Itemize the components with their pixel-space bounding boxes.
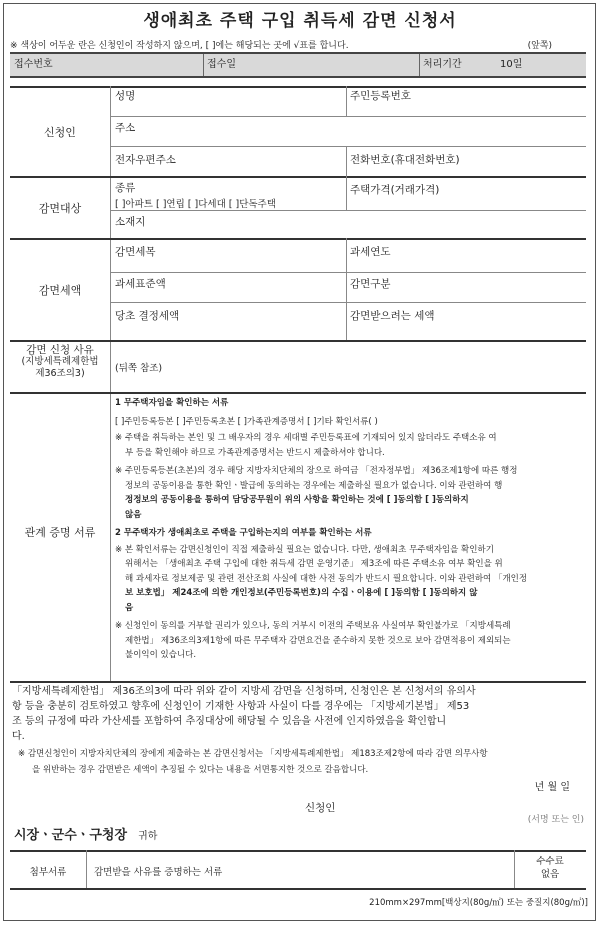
processing-period-value: 10일 bbox=[500, 59, 523, 70]
housing-type-options[interactable]: [ ]아파트 [ ]연립 [ ]다세대 [ ]단독주택 bbox=[115, 199, 276, 210]
receipt-no-label: 접수번호 bbox=[14, 59, 53, 70]
tax-year-field[interactable]: 과세연도 bbox=[350, 246, 391, 258]
attachment-value: 감면받을 사유를 증명하는 서류 bbox=[94, 867, 223, 878]
consent-admin-info[interactable]: 정정보의 공동이용을 통하여 담당공무원이 위의 사항을 확인하는 것에 [ ]동의함 [ ]동의하지 bbox=[125, 495, 469, 505]
signer-label: 신청인 bbox=[305, 802, 336, 814]
target-section-label: 감면대상 bbox=[38, 202, 82, 215]
phone-field[interactable]: 전화번호(휴대전화번호) bbox=[350, 154, 460, 166]
applicant-section-label: 신청인 bbox=[44, 126, 76, 139]
fee-info: 수수료 없음 bbox=[536, 856, 564, 880]
address-field[interactable]: 주소 bbox=[115, 122, 136, 134]
attachment-label: 첨부서류 bbox=[29, 867, 67, 878]
base-tax-field[interactable]: 과세표준액 bbox=[115, 278, 166, 290]
evidence-options-1[interactable]: [ ]주민등록등본 [ ]주민등록초본 [ ]가족관계증명서 [ ]기타 확인서류( ) bbox=[115, 416, 378, 427]
page-side: (앞쪽) bbox=[527, 41, 552, 51]
requested-tax-field[interactable]: 감면받으려는 세액 bbox=[350, 310, 435, 322]
resident-no-field[interactable]: 주민등록번호 bbox=[350, 90, 411, 102]
consent-personal-info[interactable]: 보 보호법」 제24조에 의한 개인정보(주민등록번호)의 수집ㆍ이용에 [ ]동의함 [ ]동의하지 않 bbox=[125, 588, 478, 598]
location-field[interactable]: 소재지 bbox=[115, 216, 146, 228]
price-field[interactable]: 주택가격(거래가격) bbox=[350, 184, 440, 196]
email-field[interactable]: 전자우편주소 bbox=[115, 154, 176, 166]
name-field[interactable]: 성명 bbox=[115, 90, 136, 102]
paper-spec: 210mm×297mm[백상지(80g/㎡) 또는 중질지(80g/㎡)] bbox=[369, 898, 588, 908]
warning-text: ※ 감면신청인이 지방자치단체의 장에게 제출하는 본 감면신청서는 「지방세특례제한법」 제183조제2항에 따라 감면 의무사항 을 위반하는 경우 감면받은 세액이 추징될 수 있다는 내용을 서면통지한 것으로 갈음합니다. bbox=[18, 749, 488, 775]
signature-field[interactable]: (서명 또는 인) bbox=[527, 815, 584, 825]
category-field[interactable]: 감면구분 bbox=[350, 278, 391, 290]
tax-section-label: 감면세액 bbox=[38, 284, 82, 297]
evidence-content: 1 무주택자임을 확인하는 서류 [ ]주민등록등본 [ ]주민등록초본 [ ]가족관계증명서 [ ]기타 확인서류( ) ※ 주택을 취득하는 본인 및 그 배우자의 경우 세대별 주민등록표에 기재되어 있지 않더라도 주택소유 여 부 등을 확인해야 하므로 가족관계증명서는 반드시 제출하셔야 합니다. ※ 주민등록등본(초본)의 경우 해당 지방자치단체의 장으로 하여금 「전자정부법」 제36조제1항에 따른 행정 정보의 공동이용을 통한 확인ㆍ발급에 동의하는 경우에는 제출하실 필요가 없습니다. 이와 관련하여 행 정정보의 공동이용을 통하여 담당공무원이 위의 사항을 확인하는 것에 [ ]동의함 [ ]동의하지 않음 2 무주택자가 생애최초로 주택을 구입하는지의 여부를 확인하는 서류 ※ 본 확인서류는 감면신청인이 직접 제출하실 필요는 없습니다. 다만, 생애최초 무주택자임을 확인하기 위해서는 「생애최초 주택 구입에 대한 취득세 감면 운영기준」 제3조에 따른 주택소유 여부 확인을 위 해 과세자료 정보제공 및 관련 전산조회 사실에 대한 사전 동의가 반드시 필요합니다. 이와 관련하여 「개인정 보 보호법」 제24조에 의한 개인정보(주민등록번호)의 수집ㆍ이용에 [ ]동의함 [ ]동의하지 않 음 ※ 신청인이 동의를 거부할 권리가 있으나, 동의 거부시 이전의 주택보유 사실여부 확인불가로 「지방세특례 제한법」 제36조의3제1항에 따른 무주택자 감면요건을 준수하지 못한 것으로 보아 감면적용이 제외되는 불이익이 있습니다. bbox=[115, 396, 583, 663]
table-top-line bbox=[10, 86, 586, 88]
instruction-note: ※ 색상이 어두운 란은 신청인이 작성하지 않으며, [ ]에는 해당되는 곳에 √표를 합니다. bbox=[10, 41, 349, 51]
form-title: 생애최초 주택 구입 취득세 감면 신청서 bbox=[143, 11, 457, 31]
reason-section-label: 감면 신청 사유 (지방세특례제한법 제36조의3) bbox=[21, 344, 99, 379]
office-use-bar bbox=[10, 52, 586, 78]
processing-period-label: 처리기간 bbox=[423, 59, 462, 70]
declaration-text: 「지방세특례제한법」 제36조의3에 따라 위와 같이 지방세 감면을 신청하며, 신청인은 본 신청서의 유의사 항 등을 충분히 검토하였고 향후에 신청인이 기재한 사항과 사실이 다를 경우에는 「지방세기본법」 제53 조 등의 규정에 따라 가산세를 포함하여 추징대상에 해당될 수 있음을 사전에 인지하였음을 확인합니 다. bbox=[12, 686, 476, 742]
receipt-date-label: 접수일 bbox=[207, 59, 236, 70]
date-line[interactable]: 년 월 일 bbox=[534, 782, 570, 793]
housing-type-label: 종류 bbox=[115, 182, 136, 194]
decided-tax-field[interactable]: 당초 결정세액 bbox=[115, 310, 180, 322]
recipient-title: 시장ㆍ군수ㆍ구청장 bbox=[14, 828, 128, 843]
tax-item-field[interactable]: 감면세목 bbox=[115, 246, 156, 258]
reason-value: (뒤쪽 참조) bbox=[115, 363, 163, 374]
recipient-line: 시장ㆍ군수ㆍ구청장 귀하 bbox=[14, 828, 158, 843]
evidence-section-label: 관계 증명 서류 bbox=[24, 526, 96, 539]
